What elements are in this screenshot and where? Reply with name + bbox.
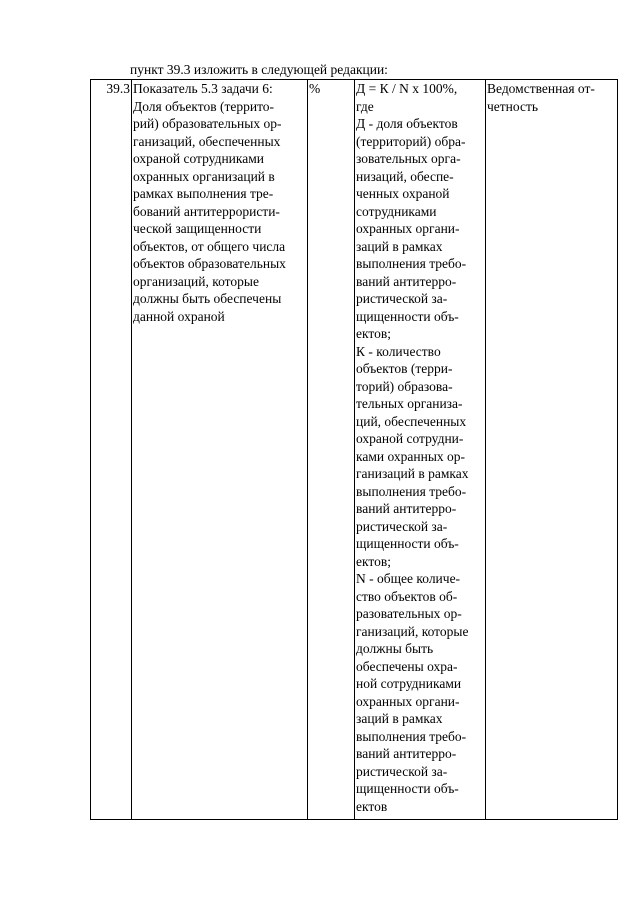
formula-text: Д = К / N x 100%, где Д - доля объектов (территорий) обра- зовательных орга- низаций, обеспе- ченных охраной сотрудниками охранных органи- заций в рамках выполнения требо- ваний антитерро- ристической за- щищенности объ- ектов; К - количество объектов (терри- торий) образова- тельных организа- ций, обеспеченных охраной сотрудни- ками охранных ор- ганизаций в рамках выполнения требо- ваний антитерро- ристической за- щищенности объ- ектов; N - общее количе- ство объектов об- разовательных ор- ганизаций, которые должны быть обеспечены охра- ной сотрудниками охранных органи- заций в рамках выполнения требо- ваний антитерро- ристической за- щищенности объ- ектов [356,81,469,814]
amendment-table [90,79,618,820]
table-row [91,80,618,820]
indicator-cell [132,80,308,820]
source-cell [486,80,618,820]
amendment-intro: пункт 39.3 изложить в следующей редакции: [130,62,388,77]
unit-cell: % [308,80,355,820]
row-number: 39.3 [91,80,132,820]
formula-cell [355,80,486,820]
source-text: Ведомственная от- четность [487,81,595,114]
indicator-text: Показатель 5.3 задачи 6: Доля объектов (террито- рий) образовательных ор- ганизаций, обеспеченных охраной сотрудниками охранных организаций в рамках выполнения тре- бований антитеррористи- ческой защищенности объектов, от общего числа объектов образовательных организаций, которые должны быть обеспечены данной охраной [133,81,286,324]
